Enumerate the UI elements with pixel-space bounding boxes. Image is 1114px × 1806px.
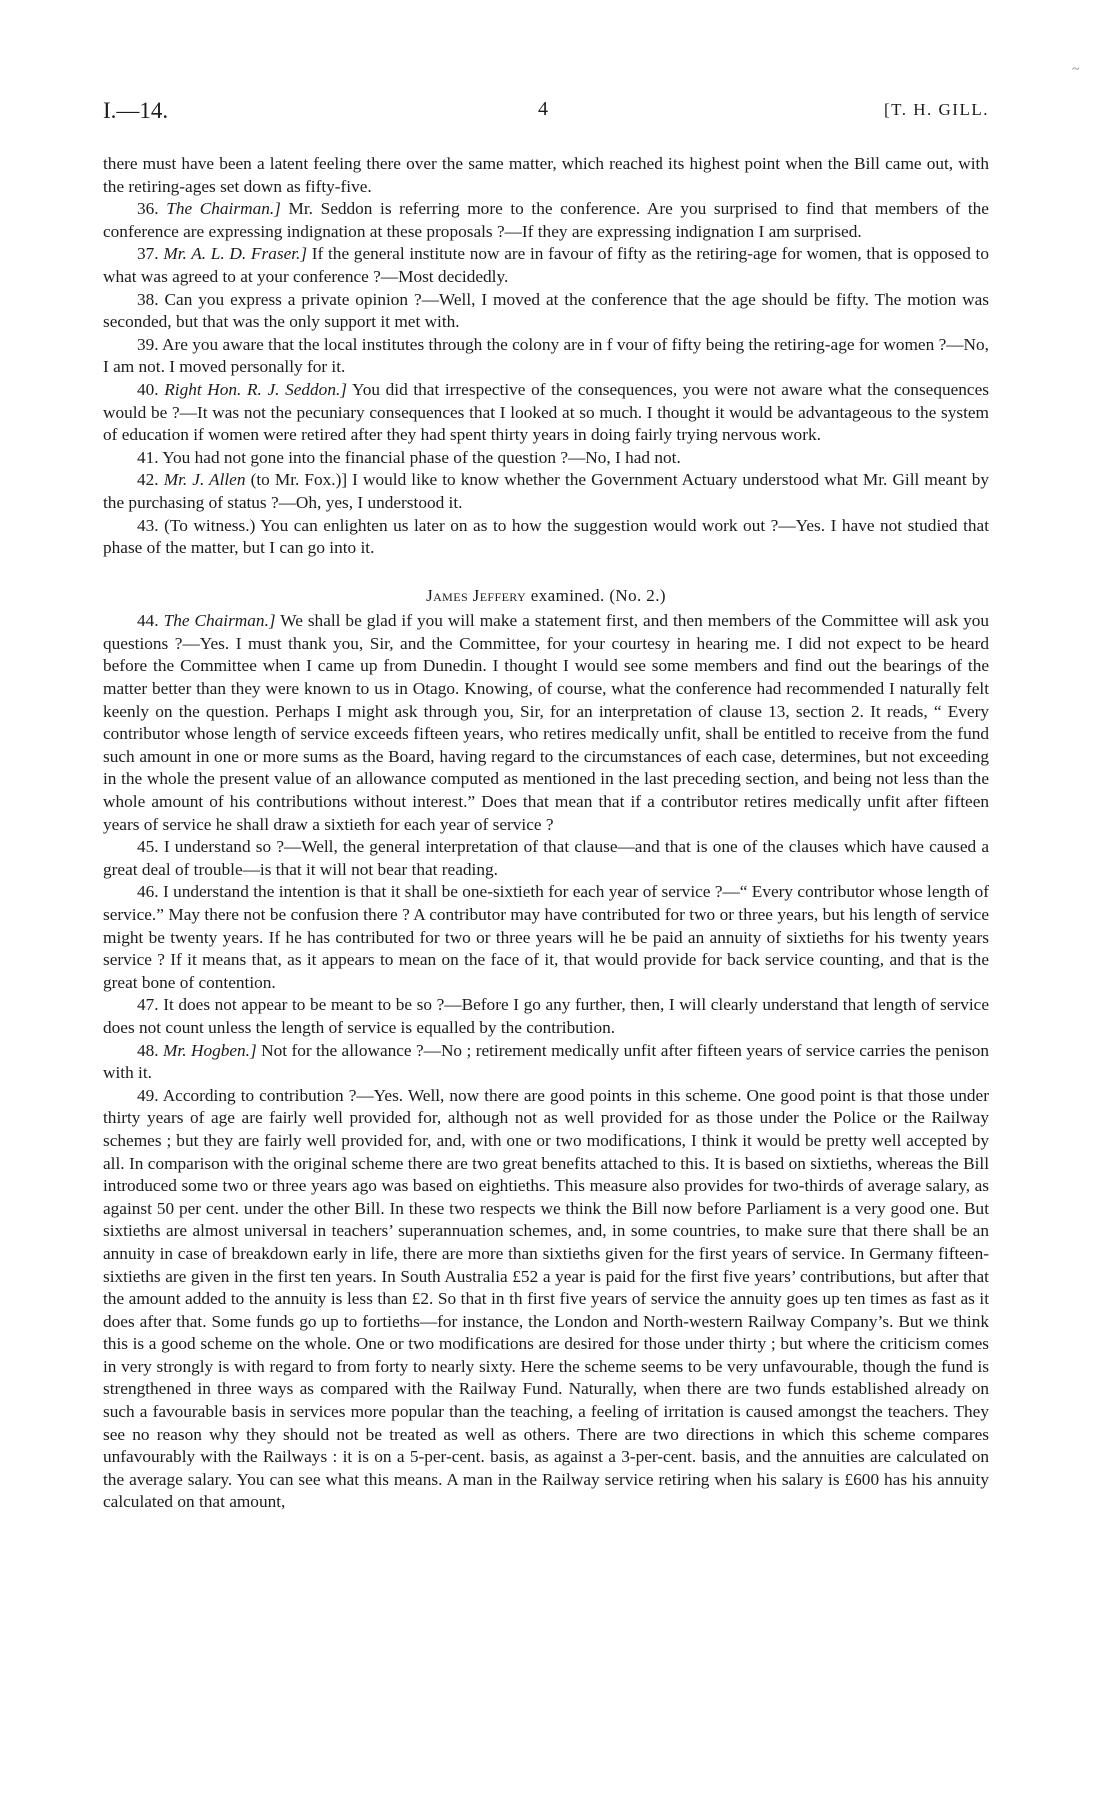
section-heading (103, 585, 989, 608)
question-text: I understand the intention is that it shall be one-sixtieth for each year of service ?—“ Every contributor whose length of service.” May there not be confusion there ? A contributor may have contributed for two or three years, but his length of service might be twenty years. If he has contributed for two or three years will he be paid an annuity of sixtieths for his twenty years service ? If it means that, as it appears to mean on the face of it, that would provide for back service counting, and that is the great bone of contention. (103, 882, 989, 992)
question-number: 47. (137, 995, 159, 1015)
page-header (103, 98, 989, 128)
question-number: 43. (137, 515, 159, 535)
question-text: According to contribution ?—Yes. Well, now there are good points in this scheme. One good point is that those under thirty years of age are fairly well provided for, although not as well provided for as those under the Police or the Railway schemes ; but they are fairly well provided for, and, with one or two modifications, I think it would be pretty well accepted by all. In comparison with the original scheme there are two great benefits attached to this. It is based on sixtieths, whereas the Bill introduced some two or three years ago was based on eightieths. This measure also provides for two-thirds of average salary, as against 50 per cent. under the other Bill. In these two respects we think the Bill now before Parliament is a very good one. But sixtieths are almost universal in teachers’ superannuation schemes, and, in some countries, to make sure that there shall be an annuity in case of breakdown early in life, there are more than sixtieths given for the first years of service. In Germany fifteen-sixtieths are given in the first ten years. In South Australia £52 a year is paid for the first five years’ contributions, but after that the amount added to the annuity is less than £2. So that in th first five years of service the annuity goes up ten times as fast as it does after that. Some funds go up to fortieths—for instance, the London and North-western Railway Company’s. But we think this is a good scheme on the whole. One or two modifications are desired for those under thirty ; but where the criticism comes in very strongly is with regard to from forty to nearly sixty. Here the scheme seems to be very unfavourable, though the fund is strengthened in three ways as compared with the Railway Fund. Naturally, when there are two funds established already on such a favourable basis in services more popular than the teaching, a feeling of irritation is caused amongst the teachers. They see no reason why they should not be treated as well as others. There are two directions in which this scheme compares unfavourably with the Railways : it is on a 5-per-cent. basis, as against a 3-per-cent. basis, and the annuities are calculated on the average salary. You can see what this means. A man in the Railway service retiring when his salary is £600 has his annuity calculated on that amount, (103, 1085, 989, 1512)
continuation-paragraph: there must have been a latent feeling there over the same matter, which reached its highest point when the Bill came out, with the retiring-ages set down as fifty-five. (103, 154, 989, 196)
question-number: 37. (137, 244, 159, 264)
speaker-name: The Chairman.] (163, 611, 276, 631)
question-number: 45. (137, 837, 159, 857)
question-paragraph (103, 289, 989, 334)
question-paragraph (103, 1085, 989, 1514)
question-number: 40. (137, 379, 159, 399)
question-text: You did that irrespective of the consequences, you were not aware what the consequences would be ?—It was not the pecuniary consequences that I looked at so much. I thought it would be advantageous to the system of education if women were retired after they had spent thirty years in doing fairly trying nervous work. (103, 379, 989, 445)
question-text: Not for the allowance ?—No ; retirement medically unfit after fifteen years of service carries the penison with it. (103, 1040, 989, 1083)
question-paragraph (103, 379, 989, 447)
body-text (103, 153, 989, 1514)
question-text: We shall be glad if you will make a statement first, and then members of the Committee will ask you questions ?—Yes. I must thank you, Sir, and the Committee, for your courtesy in hearing me. I did not expect to be heard before the Committee when I came up from Dunedin. I thought I would see some members and find out the bearings of the matter better than they were known to us in Otago. Knowing, of course, what the conference had recommended I naturally felt keenly on the question. Perhaps I might ask through you, Sir, for an interpretation of clause 13, section 2. It reads, “ Every contributor whose length of service exceeds fifteen years, who retires medically unfit, shall be entitled to receive from the fund such amount in one or more sums as the Board, having regard to the circumstances of each case, determines, but not exceeding in the whole the present value of an allowance computed as mentioned in the last preceding section, and being not less than the whole amount of his contributions without interest.” Does that mean that if a contributor retires medically unfit after fifteen years of service he shall draw a sixtieth for each year of service ? (103, 611, 989, 834)
question-text: Mr. Seddon is referring more to the conference. Are you surprised to find that members of the conference are expressing indignation at these proposals ?—If they are expressing indignation I am surprised. (103, 199, 989, 241)
question-number: 38. (137, 289, 159, 309)
question-paragraph (103, 447, 989, 470)
question-text: You had not gone into the financial phase of the question ?—No, I had not. (162, 447, 681, 467)
witness-heading-rest: examined. (No. 2.) (526, 585, 666, 605)
question-paragraph (103, 994, 989, 1039)
question-number: 42. (137, 470, 159, 490)
questions-group-b (103, 610, 989, 1514)
question-paragraph (103, 334, 989, 379)
question-number: 41. (137, 447, 159, 467)
question-paragraph (103, 836, 989, 881)
question-text: I understand so ?—Well, the general interpretation of that clause—and that is one of the clauses which have caused a great deal of trouble—is that it will not bear that reading. (103, 837, 989, 879)
question-paragraph (103, 515, 989, 560)
scan-mark: ~ (1072, 62, 1080, 77)
question-number: 46. (137, 882, 159, 902)
question-text: Are you aware that the local institutes through the colony are in f vour of fifty being the retiring-age for women ?—No, I am not. I moved personally for it. (103, 334, 989, 377)
paper-reference: I.—14. (103, 98, 169, 123)
question-number: 36. (137, 199, 159, 219)
question-text: If the general institute now are in favour of fifty as the retiring-age for women, that is opposed to what was agreed to at your conference ?—Most decidedly. (103, 244, 989, 286)
speaker-name: Mr. Hogben.] (163, 1040, 257, 1060)
witness-heading-name: James Jeffery (426, 585, 527, 605)
speaker-name: Mr. A. L. D. Fraser.] (163, 244, 308, 264)
speaker-name: Mr. J. Allen (163, 470, 246, 490)
question-paragraph (103, 610, 989, 836)
question-number: 39. (137, 334, 159, 354)
question-number: 48. (137, 1040, 159, 1060)
question-paragraph (103, 881, 989, 994)
page-number: 4 (538, 98, 548, 120)
question-paragraph (103, 469, 989, 514)
speaker-name: The Chairman.] (166, 199, 281, 219)
question-paragraph (103, 198, 989, 243)
question-paragraph (103, 1040, 989, 1085)
question-number: 44. (137, 611, 159, 631)
question-text: (To witness.) You can enlighten us later on as to how the suggestion would work out ?—Yes. I have not studied that phase of the matter, but I can go into it. (103, 515, 989, 558)
question-number: 49. (137, 1085, 159, 1105)
question-text: Can you express a private opinion ?—Well, I moved at the conference that the age should be fifty. The motion was seconded, but that was the only support it met with. (103, 289, 989, 332)
questions-group-a (103, 198, 989, 560)
question-text: (to Mr. Fox.)] I would like to know whether the Government Actuary understood what Mr. Gill meant by the purchasing of status ?—Oh, yes, I understood it. (103, 470, 989, 512)
speaker-name: Right Hon. R. J. Seddon.] (164, 379, 348, 399)
question-paragraph (103, 243, 989, 288)
question-text: It does not appear to be meant to be so ?—Before I go any further, then, I will clearly understand that length of service does not count unless the length of service is equalled by the contribution. (103, 995, 989, 1037)
witness-name: [T. H. GILL. (883, 100, 989, 119)
